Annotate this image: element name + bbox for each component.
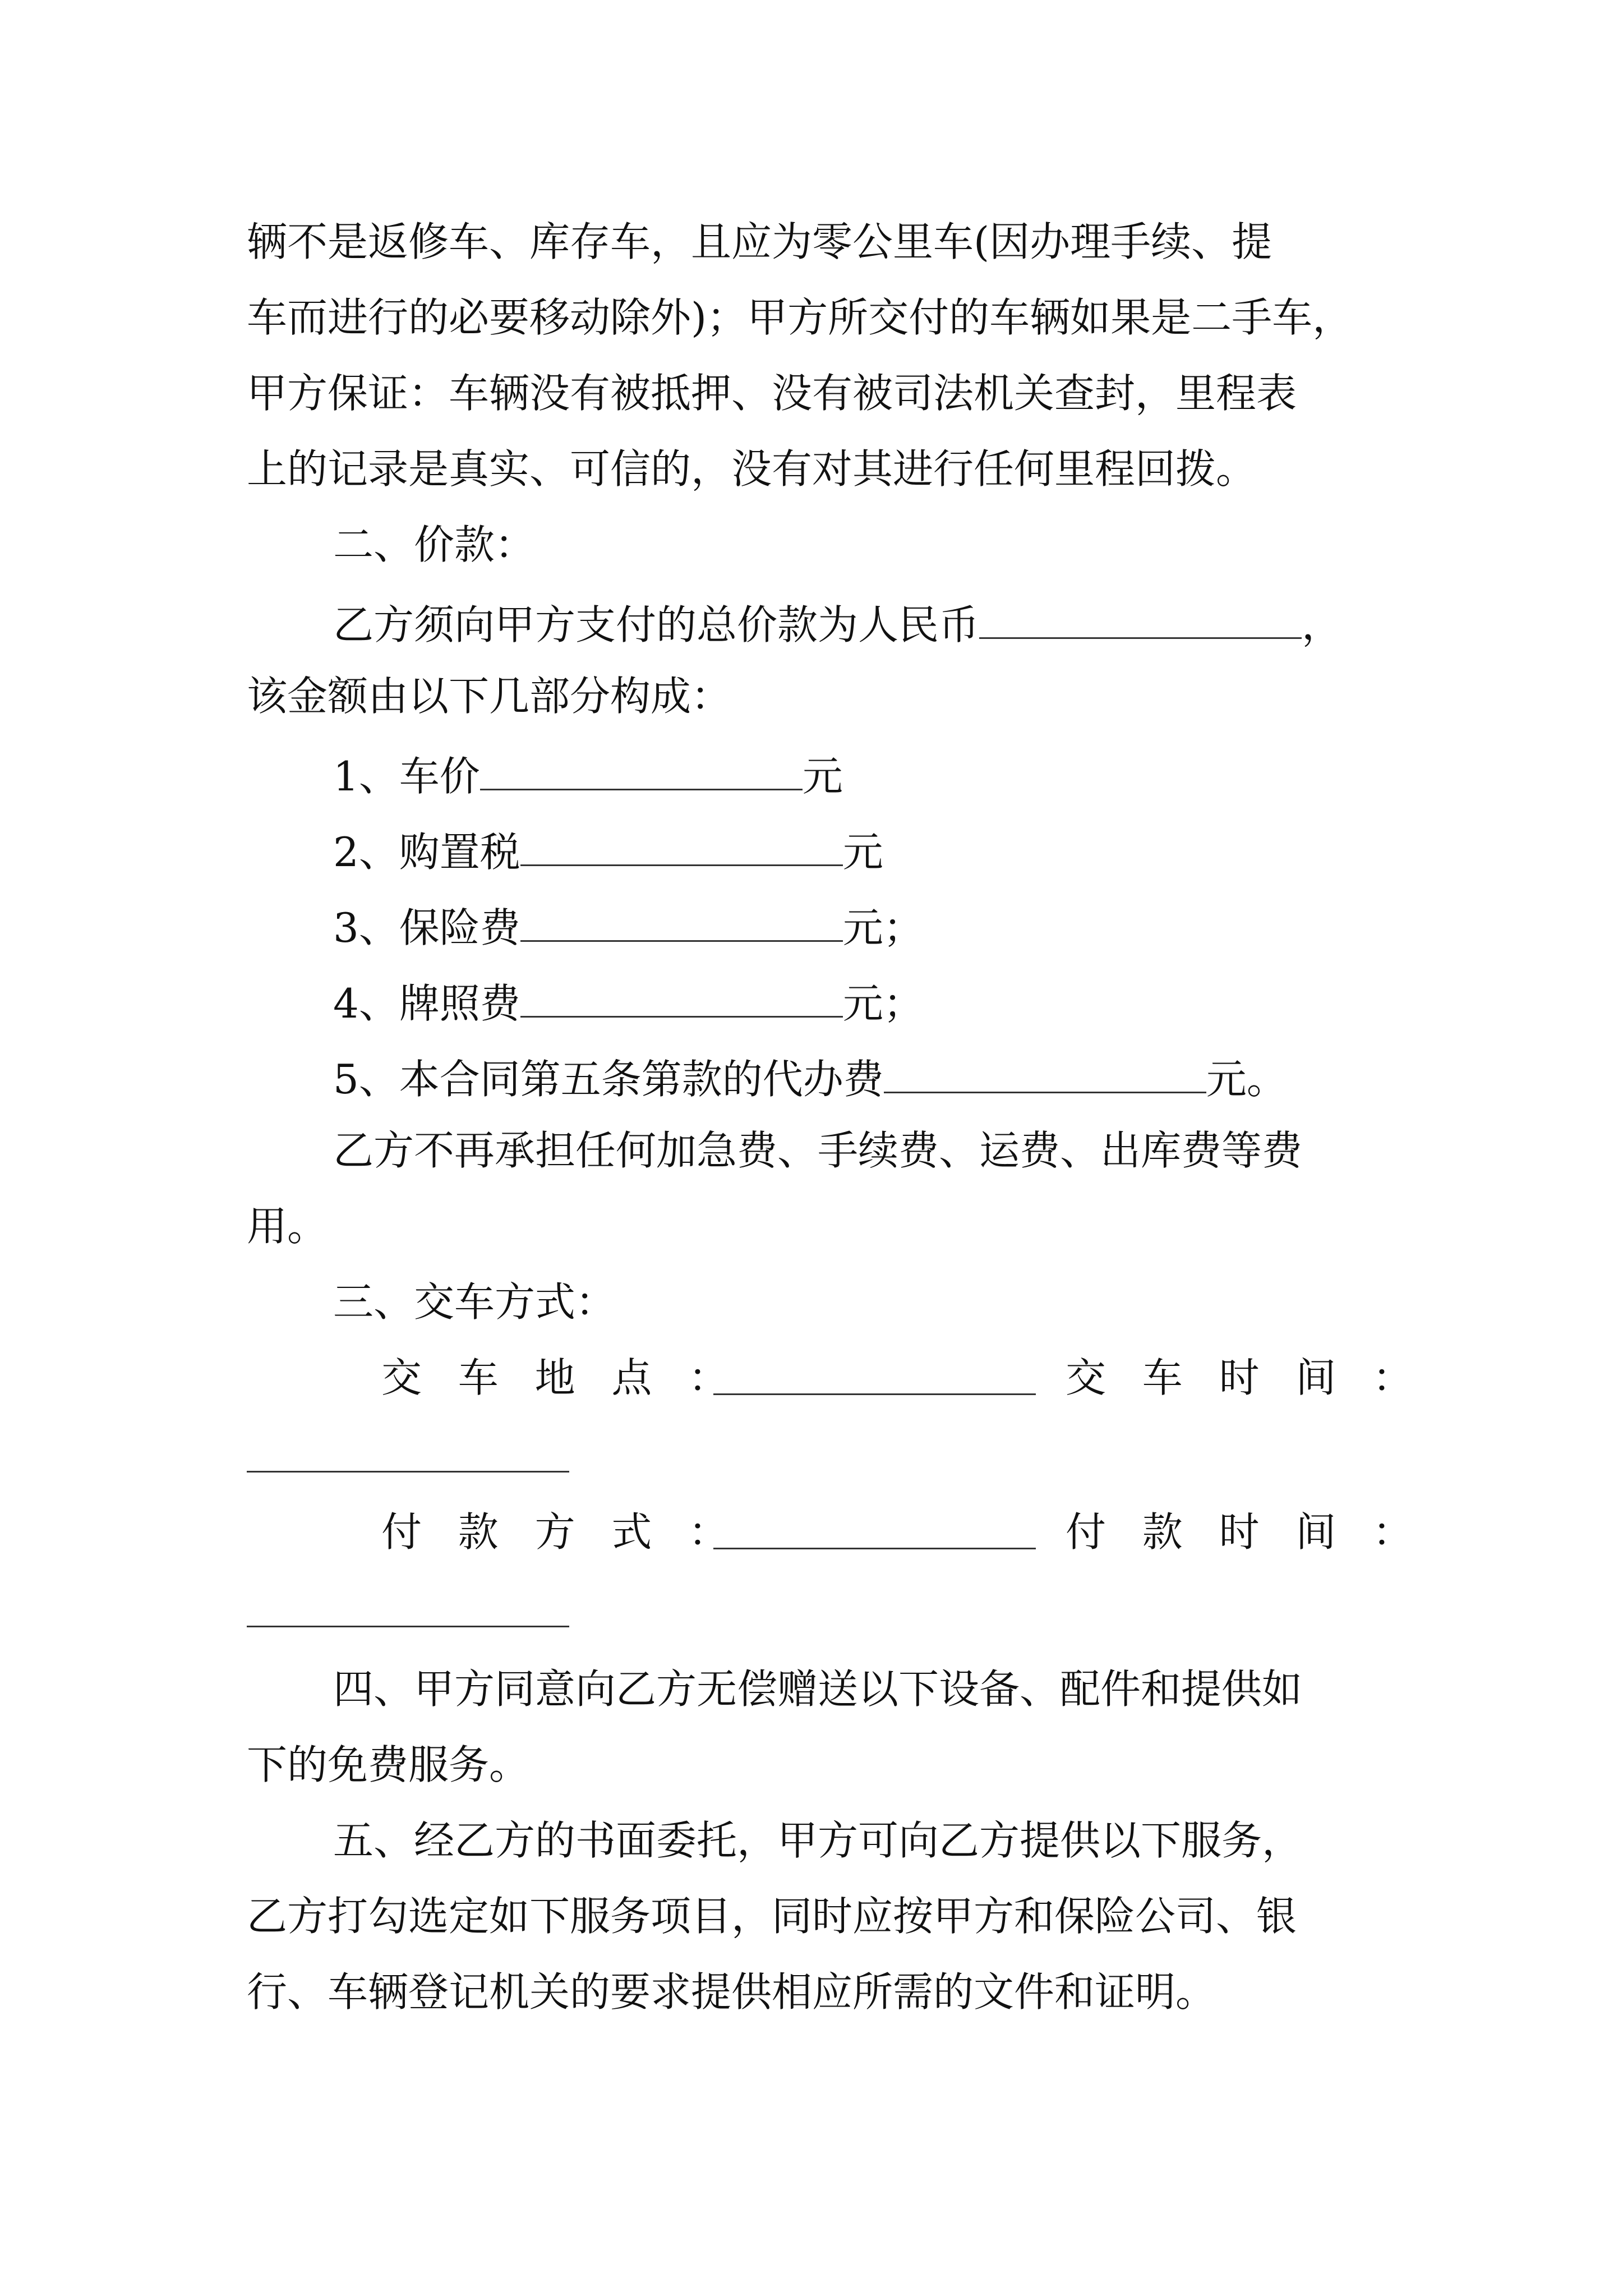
price-note-line-1: 乙方不再承担任何加急费、手续费、运费、出库费等费 [333, 1127, 1303, 1174]
price-intro-text: 乙方须向甲方支付的总价款为人民币 [333, 601, 980, 648]
para1-line-3: 甲方保证：车辆没有被抵押、没有被司法机关查封，里程表 [247, 370, 1297, 417]
section-heading-delivery: 三、交车方式： [333, 1278, 616, 1326]
price-item-blank [480, 752, 803, 790]
para1-line-2: 车而进行的必要移动除外)；甲方所交付的车辆如果是二手车， [247, 294, 1353, 341]
section5-line-2: 乙方打勾选定如下服务项目，同时应按甲方和保险公司、银 [247, 1893, 1297, 1940]
price-item-label: 3、保险费 [333, 904, 520, 951]
price-item-unit: 元； [842, 980, 924, 1027]
delivery-place-label [381, 1354, 766, 1401]
price-item-label: 4、牌照费 [333, 980, 520, 1027]
section4-line-1: 四、甲方同意向乙方无偿赠送以下设备、配件和提供如 [333, 1665, 1303, 1713]
price-item-purchase-tax [333, 827, 883, 876]
para1-line-4: 上的记录是真实、可信的，没有对其进行任何里程回拨。 [247, 445, 1257, 493]
price-item-agency-fee [333, 1055, 1287, 1103]
price-item-blank [520, 827, 843, 866]
price-item-label: 1、车价 [333, 753, 480, 800]
price-item-blank [520, 903, 843, 942]
price-note-line-2: 用。 [247, 1203, 328, 1250]
section4-line-2: 下的免费服务。 [247, 1741, 530, 1788]
payment-time-label-text: 付款时间： [1066, 1508, 1450, 1556]
price-intro-comma: ， [1302, 601, 1343, 648]
payment-method-label [381, 1508, 766, 1556]
para1-line-1: 辆不是返修车、库存车，且应为零公里车(因办理手续、提 [247, 218, 1272, 265]
payment-time-label [1066, 1508, 1450, 1556]
price-item-plate-fee [333, 979, 924, 1027]
delivery-place-blank [713, 1393, 1036, 1395]
section5-line-3: 行、车辆登记机关的要求提供相应所需的文件和证明。 [247, 1968, 1216, 2016]
payment-time-blank [247, 1626, 569, 1627]
price-intro-line [333, 600, 1343, 648]
delivery-time-blank [247, 1471, 569, 1473]
price-item-label: 2、购置税 [333, 829, 520, 876]
payment-method-label-text: 付款方式： [381, 1508, 766, 1556]
price-item-blank [520, 979, 843, 1018]
delivery-time-label [1066, 1354, 1450, 1401]
price-item-unit: 元 [802, 753, 843, 800]
payment-method-blank [713, 1548, 1036, 1549]
price-item-insurance [333, 903, 924, 951]
section5-line-1: 五、经乙方的书面委托，甲方可向乙方提供以下服务， [333, 1817, 1303, 1864]
delivery-time-label-text: 交车时间： [1066, 1354, 1450, 1401]
price-intro-line-2: 该金额由以下几部分构成： [247, 673, 732, 720]
price-item-label: 5、本合同第五条第款的代办费 [333, 1056, 884, 1103]
delivery-place-label-text: 交车地点： [381, 1354, 766, 1401]
total-price-blank [979, 600, 1302, 639]
price-item-unit: 元 [842, 829, 883, 876]
section-heading-price: 二、价款： [333, 521, 536, 568]
price-item-unit: 元； [842, 904, 924, 951]
price-item-unit: 元。 [1206, 1056, 1287, 1103]
price-item-car [333, 752, 843, 800]
price-item-blank [884, 1055, 1206, 1093]
